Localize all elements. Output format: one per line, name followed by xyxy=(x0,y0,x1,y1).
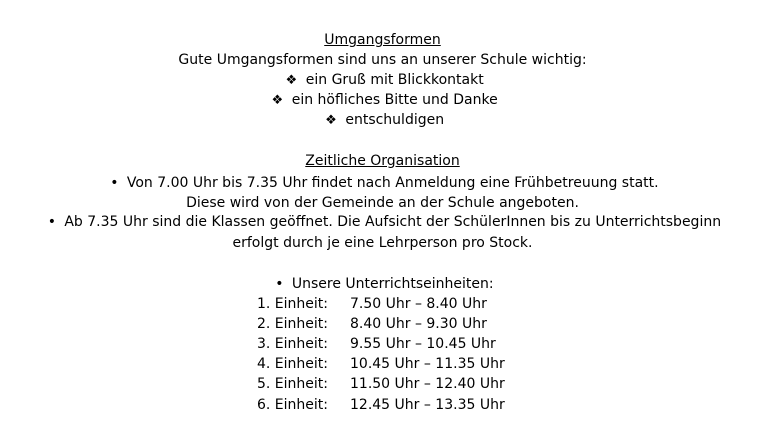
schedule-row xyxy=(250,395,520,415)
einheiten-heading xyxy=(0,274,765,294)
dot-bullet-icon: • xyxy=(110,175,119,191)
organisation-paragraph-2-line-2: erfolgt durch je eine Lehrperson pro Stock. xyxy=(232,235,533,251)
organisation-paragraph-2-line-1 xyxy=(0,212,765,232)
schedule-label: 1. Einheit: xyxy=(257,296,328,312)
schedule-time: 11.50 Uhr – 12.40 Uhr xyxy=(350,376,505,392)
diamond-bullet-icon: ❖ xyxy=(271,93,284,108)
organisation-paragraph-1-line-1 xyxy=(0,173,765,193)
schedule-label: 6. Einheit: xyxy=(257,397,328,413)
dot-bullet-icon: • xyxy=(47,214,57,230)
dot-bullet-icon: • xyxy=(275,276,284,292)
paragraph-text: Von 7.00 Uhr bis 7.35 Uhr findet nach Anmeldung eine Frühbetreuung statt. xyxy=(126,175,659,191)
schedule-row xyxy=(250,374,520,394)
schedule-row xyxy=(250,354,520,374)
diamond-bullet-icon: ❖ xyxy=(285,73,298,88)
einheiten-heading-text: Unsere Unterrichtseinheiten: xyxy=(291,276,494,292)
organisation-paragraph-1-line-2: Diese wird von der Gemeinde an der Schule angeboten. xyxy=(186,195,579,211)
organisation-heading: Zeitliche Organisation xyxy=(305,153,460,169)
schedule-time: 7.50 Uhr – 8.40 Uhr xyxy=(350,296,487,312)
umgangsformen-item xyxy=(0,90,765,110)
schedule-row xyxy=(250,334,520,354)
schedule-row xyxy=(250,294,520,314)
schedule-label: 5. Einheit: xyxy=(257,376,328,392)
schedule-time: 8.40 Uhr – 9.30 Uhr xyxy=(350,316,487,332)
umgangsformen-item-text: ein Gruß mit Blickkontakt xyxy=(305,72,484,88)
paragraph-text: Ab 7.35 Uhr sind die Klassen geöffnet. Die Aufsicht der SchülerInnen bis zu Unterrichtsbeginn xyxy=(64,214,722,230)
schedule-time: 10.45 Uhr – 11.35 Uhr xyxy=(350,356,505,372)
umgangsformen-item-text: ein höfliches Bitte und Danke xyxy=(291,92,498,108)
schedule-label: 4. Einheit: xyxy=(257,356,328,372)
umgangsformen-item xyxy=(0,110,765,130)
schedule-row xyxy=(250,314,520,334)
umgangsformen-heading: Umgangsformen xyxy=(324,32,441,48)
umgangsformen-intro: Gute Umgangsformen sind uns an unserer Schule wichtig: xyxy=(178,52,587,68)
schedule-label: 3. Einheit: xyxy=(257,336,328,352)
diamond-bullet-icon: ❖ xyxy=(325,113,337,128)
umgangsformen-item xyxy=(0,70,765,90)
schedule-time: 12.45 Uhr – 13.35 Uhr xyxy=(350,397,505,413)
schedule-label: 2. Einheit: xyxy=(257,316,328,332)
schedule-time: 9.55 Uhr – 10.45 Uhr xyxy=(350,336,496,352)
umgangsformen-item-text: entschuldigen xyxy=(345,112,445,128)
